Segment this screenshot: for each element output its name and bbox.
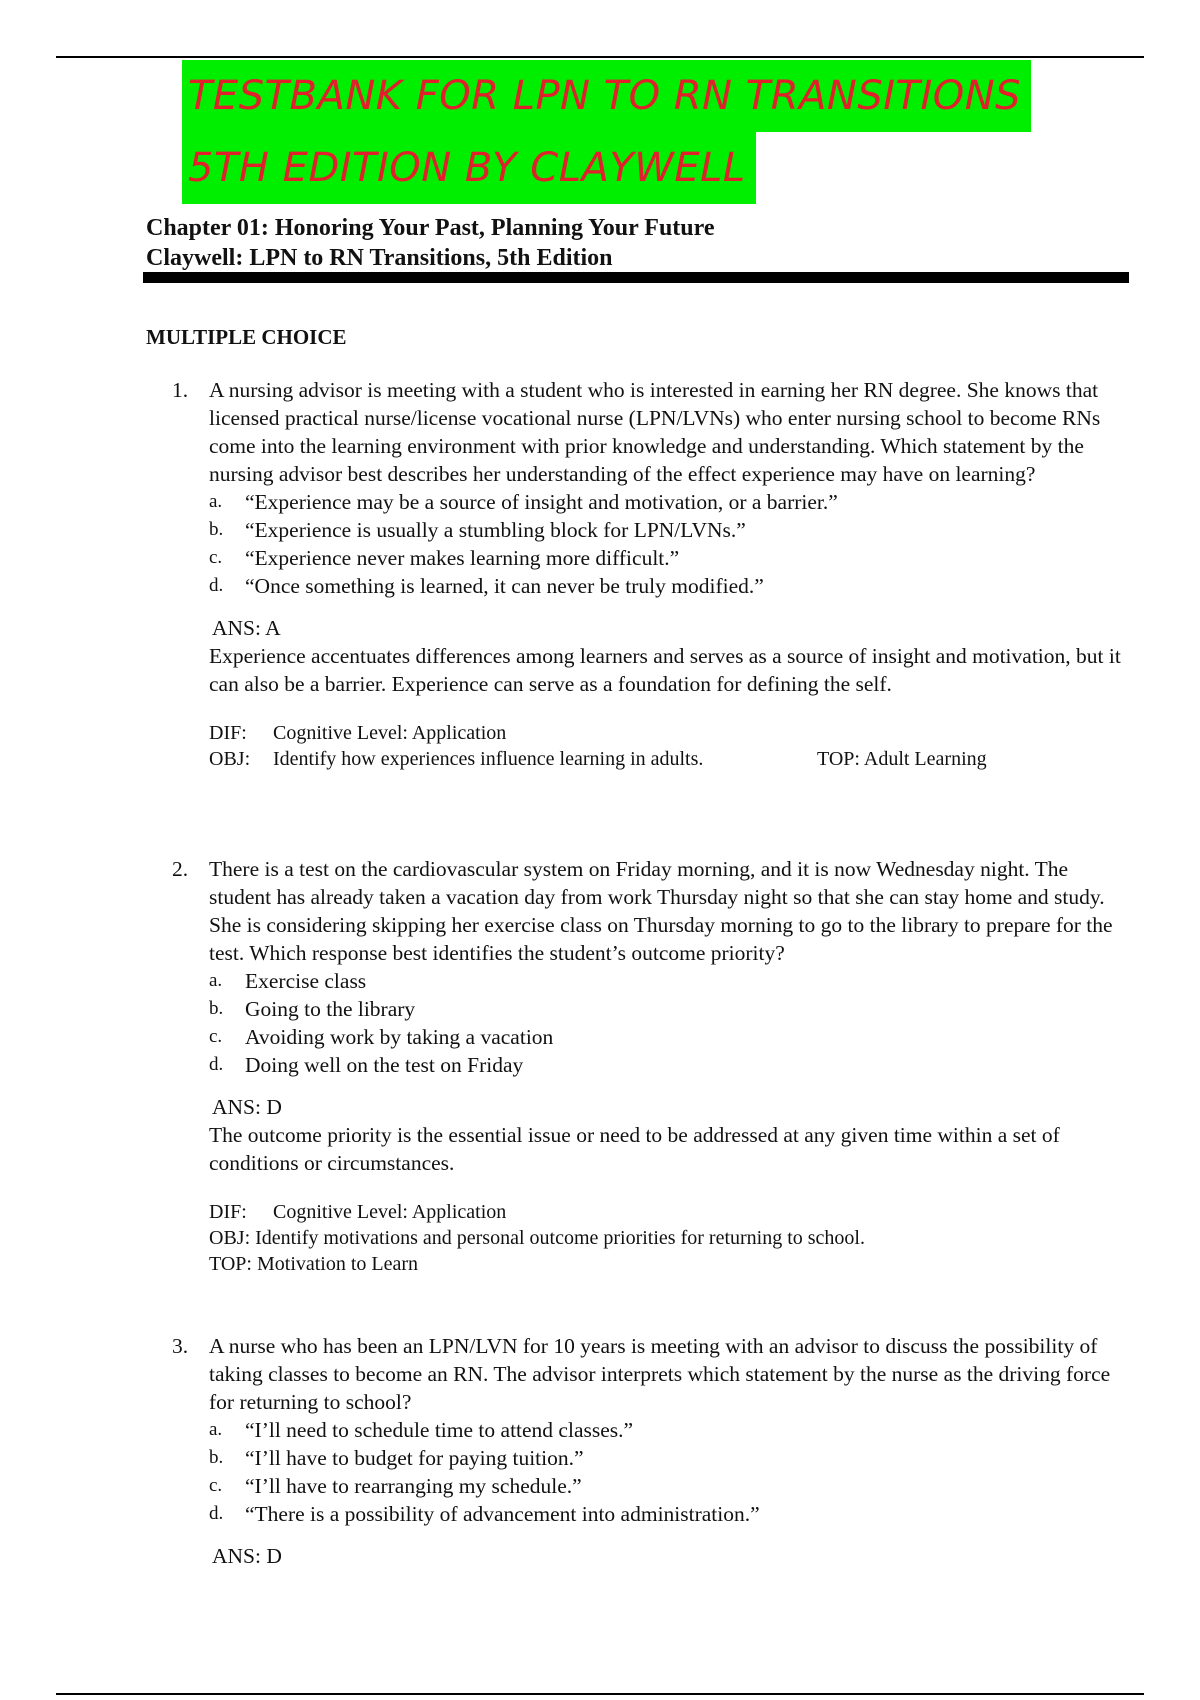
answer: ANS: D	[212, 1095, 282, 1119]
option-a: a. “Experience may be a source of insight and motivation, or a barrier.”	[209, 490, 838, 514]
option-b: b. “I’ll have to budget for paying tuition.”	[209, 1446, 584, 1470]
option-d: d. “Once something is learned, it can never be truly modified.”	[209, 574, 764, 598]
rationale: Experience accentuates differences among learners and serves as a source of insight and motivation, but it can also be a barrier. Experience can serve as a foundation for defining the self.	[209, 644, 1121, 696]
top-value: TOP: Motivation to Learn	[209, 1253, 419, 1275]
dif-label: DIF:	[209, 722, 247, 744]
question-number: 1.	[172, 378, 189, 402]
banner-line-2: 5TH EDITION BY CLAYWELL	[182, 132, 756, 204]
options-list	[209, 488, 1122, 600]
question-1	[172, 376, 1122, 772]
question-text: A nursing advisor is meeting with a student who is interested in earning her RN degree. She knows that licensed practical nurse/license vocational nurse (LPN/LVNs) who enter nursing school to become RNs come into the learning environment with prior knowledge and understanding. Which statement by the nursing advisor best describes her understanding of the effect experience may have on learning?	[209, 378, 1101, 486]
question-number: 2.	[172, 857, 189, 881]
question-number: 3.	[172, 1334, 189, 1358]
question-meta	[209, 720, 1122, 772]
question-2	[172, 855, 1122, 1277]
chapter-header	[146, 213, 715, 273]
question-meta	[209, 1199, 1122, 1277]
option-c: c. “Experience never makes learning more difficult.”	[209, 546, 680, 570]
question-text: There is a test on the cardiovascular system on Friday morning, and it is now Wednesday night. The student has already taken a vacation day from work Thursday night so that she can stay home and study. She is considering skipping her exercise class on Thursday morning to go to the library to prepare for the test. Which response best identifies the student’s outcome priority?	[209, 857, 1113, 965]
option-c: c. Avoiding work by taking a vacation	[209, 1025, 554, 1049]
obj-value: Identify how experiences influence learning in adults.	[273, 748, 704, 770]
dif-value: Cognitive Level: Application	[273, 1201, 507, 1223]
option-b: b. Going to the library	[209, 997, 416, 1021]
rationale: The outcome priority is the essential issue or need to be addressed at any given time within a set of conditions or circumstances.	[209, 1123, 1060, 1175]
question-text: A nurse who has been an LPN/LVN for 10 years is meeting with an advisor to discuss the possibility of taking classes to become an RN. The advisor interprets which statement by the nurse as the driving force for returning to school?	[209, 1334, 1111, 1414]
options-list	[209, 1416, 1122, 1528]
bottom-rule	[56, 1693, 1144, 1695]
option-a: a. Exercise class	[209, 969, 367, 993]
chapter-title: Chapter 01: Honoring Your Past, Planning Your Future	[146, 215, 715, 241]
banner-line-1: TESTBANK FOR LPN TO RN TRANSITIONS	[182, 60, 1031, 132]
option-d: d. Doing well on the test on Friday	[209, 1053, 524, 1077]
top-rule	[56, 56, 1144, 58]
question-3	[172, 1332, 1122, 1570]
obj-label: OBJ:	[209, 748, 251, 770]
options-list	[209, 967, 1122, 1079]
header-rule	[143, 272, 1129, 283]
answer: ANS: A	[212, 616, 281, 640]
section-title: MULTIPLE CHOICE	[146, 325, 347, 349]
top-value: TOP: Adult Learning	[817, 748, 987, 770]
answer: ANS: D	[212, 1544, 282, 1568]
title-banner	[182, 60, 1031, 204]
dif-value: Cognitive Level: Application	[273, 722, 507, 744]
option-a: a. “I’ll need to schedule time to attend classes.”	[209, 1418, 634, 1442]
option-b: b. “Experience is usually a stumbling block for LPN/LVNs.”	[209, 518, 746, 542]
option-c: c. “I’ll have to rearranging my schedule.”	[209, 1474, 582, 1498]
obj-value: OBJ: Identify motivations and personal outcome priorities for returning to school.	[209, 1227, 865, 1249]
dif-label: DIF:	[209, 1201, 247, 1223]
book-title: Claywell: LPN to RN Transitions, 5th Edition	[146, 245, 613, 271]
option-d: d. “There is a possibility of advancement into administration.”	[209, 1502, 760, 1526]
